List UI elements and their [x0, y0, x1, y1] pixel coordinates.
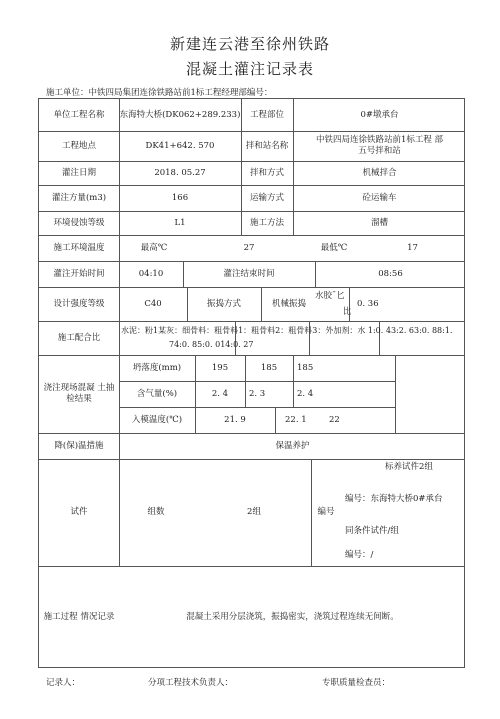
label-min-temp: 最低℃ [320, 242, 348, 253]
value-vibration-method: 机械振捣 [271, 298, 306, 309]
value-same-number: 编号：/ [345, 550, 374, 560]
label-wc-ratio-suffix: 比 [342, 306, 352, 317]
footer-tech-lead: 分项工程技术负责人： [148, 678, 234, 688]
label-pour-volume: 灌注方量(m3) [51, 192, 107, 203]
value-same-condition: 同条件试件/组 [345, 526, 399, 536]
value-slump-3: 185 [297, 362, 314, 373]
label-curing: 降(保)温措施 [54, 440, 104, 451]
label-unit-project: 单位工程名称 [53, 109, 105, 120]
value-start-time: 04:10 [138, 268, 164, 279]
value-group-count: 2组 [247, 507, 261, 517]
value-air-1: 2. 4 [211, 388, 229, 399]
footer-recorder: 记录人： [46, 678, 81, 688]
value-mixing-method: 机械拌合 [362, 167, 397, 178]
label-wc-ratio: 水胶¯匕 [315, 290, 345, 301]
value-mold-temp-1: 21. 9 [224, 414, 246, 425]
label-transport: 运输方式 [249, 192, 284, 203]
value-mold-temp-3: 22 [329, 414, 340, 425]
label-work-part: 工程部位 [249, 109, 284, 120]
value-slump-1: 195 [211, 362, 229, 373]
value-end-time: 08:56 [378, 268, 403, 279]
mixing-station-line2: 五号拌和站 [358, 146, 401, 156]
label-test-result [39, 355, 119, 433]
value-mixing-station [293, 131, 466, 161]
construction-unit-line: 施工单位：中铁四局集团连徐铁路站前1标工程经理部编号： [46, 88, 273, 98]
value-curing: 保温养护 [275, 440, 310, 451]
col-divider [275, 407, 276, 433]
label-start-time: 灌注开始时间 [53, 268, 105, 279]
value-min-temp: 17 [407, 242, 418, 253]
test-result-line2: 检结果 [66, 394, 92, 404]
value-work-part: 0#墩承台 [360, 109, 399, 120]
label-air: 含气量(%) [136, 388, 178, 399]
label-strength: 设计强度等级 [53, 298, 105, 309]
footer-qc: 专职质量检查员： [322, 678, 391, 688]
document-title: 新建连云港至徐州铁路 [169, 35, 330, 53]
value-transport: 砼运输车 [362, 192, 397, 203]
value-slump-2: 185 [260, 362, 278, 373]
document-subtitle: 混凝土灌注记录表 [185, 60, 314, 78]
label-vibration-method: 振捣方式 [206, 298, 241, 309]
value-pour-date: 2018. 05.27 [154, 167, 206, 178]
label-env-level: 环境侵蚀等级 [53, 217, 105, 228]
value-env-level: L1 [174, 217, 186, 228]
value-mix-ratio-line1: 水泥：粉1某灰：细骨料：粗骨料1：粗骨料2：粗骨料3：外加剂：水 1:0. 43:2. 63:0. 88:1. [121, 326, 453, 335]
mixing-station-line1: 中铁四局连徐铁路站前1标工程 部 [315, 135, 444, 145]
label-construction-method: 施工方法 [249, 217, 284, 228]
value-wc-ratio: 0. 36 [357, 298, 379, 309]
value-unit-project: 东海特大桥(DK062+289.233) [119, 109, 241, 120]
col-divider [293, 355, 294, 407]
value-air-3: 2. 4 [297, 388, 314, 399]
label-pour-date: 灌注日期 [61, 167, 96, 178]
label-mix-ratio: 施工配合比 [57, 332, 101, 343]
label-ambient-temp: 施工环境温度 [53, 242, 105, 253]
value-process: 混凝土采用分层浇筑，振捣密实，浇筑过程连续无间断。 [186, 612, 399, 622]
value-std-specimen: 标养试件2组 [385, 462, 433, 472]
col-divider [395, 355, 396, 433]
label-mold-temp: 入模温度(℃) [131, 414, 183, 425]
value-std-number: 编号：东海特大桥0#承台 [345, 494, 443, 504]
value-strength: C40 [144, 298, 162, 309]
test-result-line1: 浇注现场混凝 土抽 [43, 383, 115, 393]
label-group-count: 组数 [147, 507, 165, 517]
value-pour-volume: 166 [171, 192, 189, 203]
record-table [38, 98, 465, 668]
value-max-temp: 27 [243, 242, 255, 253]
value-air-2: 2. 3 [249, 388, 266, 399]
label-end-time: 灌注结束时间 [223, 268, 275, 279]
value-location: DK41+642. 570 [145, 140, 215, 151]
label-number: 编号 [317, 507, 335, 517]
value-mix-ratio-line2: 74:0. 85:0. 014:0. 27 [169, 340, 254, 349]
label-mixing-station: 拌和站名称 [245, 140, 289, 151]
label-process: 施工过程 情况记录 [43, 612, 115, 622]
label-specimen: 试件 [70, 507, 88, 517]
label-mixing-method: 拌和方式 [249, 167, 284, 178]
label-max-temp: 最高℃ [140, 242, 168, 253]
label-location: 工程地点 [61, 140, 96, 151]
label-slump: 坍落度(mm) [132, 362, 182, 373]
value-construction-method: 溜槽 [370, 217, 388, 228]
value-mold-temp-2: 22. 1 [285, 414, 307, 425]
